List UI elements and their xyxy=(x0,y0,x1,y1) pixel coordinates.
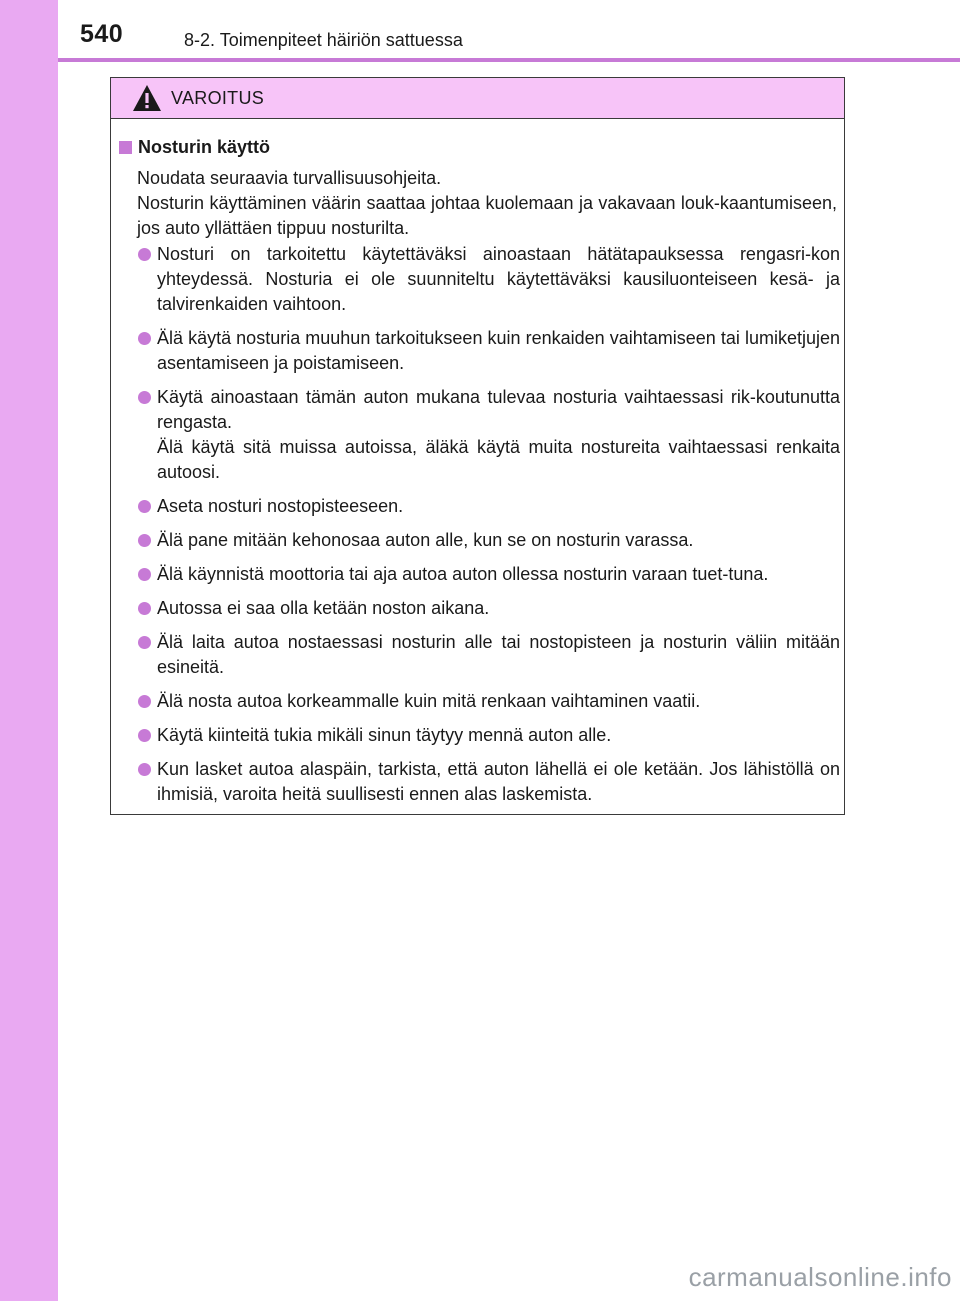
warning-list xyxy=(137,242,840,816)
bullet-dot-icon xyxy=(138,500,151,513)
list-item xyxy=(137,596,840,621)
list-item-text: Älä käynnistä moottoria tai aja autoa auton ollessa nosturin varaan tuet-tuna. xyxy=(157,564,769,584)
list-item-text: Käytä kiinteitä tukia mikäli sinun täytyy mennä auton alle. xyxy=(157,725,612,745)
list-item xyxy=(137,528,840,553)
list-item-text: Älä laita autoa nostaessasi nosturin alle tai nostopisteen ja nosturin väliin mitään esineitä. xyxy=(157,632,840,677)
bullet-dot-icon xyxy=(138,332,151,345)
bullet-dot-icon xyxy=(138,568,151,581)
side-color-strip xyxy=(0,0,58,1301)
list-item xyxy=(137,723,840,748)
intro-line: Nosturin käyttäminen väärin saattaa johtaa kuolemaan ja vakavaan louk-kaantumiseen, jos auto yllättäen tippuu nosturilta. xyxy=(137,193,837,238)
bullet-dot-icon xyxy=(138,602,151,615)
watermark: carmanualsonline.info xyxy=(688,1262,952,1292)
list-item-text: Autossa ei saa olla ketään noston aikana. xyxy=(157,598,490,618)
list-item xyxy=(137,630,840,680)
list-item xyxy=(137,385,840,485)
header-divider xyxy=(58,58,960,62)
bullet-dot-icon xyxy=(138,391,151,404)
list-item xyxy=(137,562,840,587)
list-item xyxy=(137,494,840,519)
list-item-text: Aseta nosturi nostopisteeseen. xyxy=(157,496,404,516)
bullet-dot-icon xyxy=(138,636,151,649)
list-item-text: Älä pane mitään kehonosaa auton alle, kun se on nosturin varassa. xyxy=(157,530,694,550)
list-item-text: Käytä ainoastaan tämän auton mukana tulevaa nosturia vaihtaessasi rik-koutunutta rengasta. xyxy=(157,387,840,432)
list-item-subtext: Älä käytä sitä muissa autoissa, äläkä käytä muita nostureita vaihtaessasi renkaita autoosi. xyxy=(157,437,840,482)
list-item-text: Älä käytä nosturia muuhun tarkoitukseen kuin renkaiden vaihtamiseen tai lumiketjujen asentamiseen ja poistamiseen. xyxy=(157,328,840,373)
list-item-text: Nosturi on tarkoitettu käytettäväksi ainoastaan hätätapauksessa rengasri-kon yhteydessä. Nosturia ei ole suunniteltu käytettäväksi kausiluonteiseen kesä- ja talvirenkaiden vaihtoon. xyxy=(157,244,840,314)
intro-line: Noudata seuraavia turvallisuusohjeita. xyxy=(137,168,442,188)
section-title: 8-2. Toimenpiteet häiriön sattuessa xyxy=(184,30,463,50)
warning-triangle-icon xyxy=(132,84,162,112)
list-item xyxy=(137,242,840,317)
page-number: 540 xyxy=(80,20,124,48)
list-item-text: Älä nosta autoa korkeammalle kuin mitä renkaan vaihtaminen vaatii. xyxy=(157,691,701,711)
square-bullet-icon xyxy=(119,141,132,154)
intro-text xyxy=(137,166,837,241)
warning-box xyxy=(110,77,845,815)
topic-heading-text: Nosturin käyttö xyxy=(138,137,271,157)
bullet-dot-icon xyxy=(138,534,151,547)
list-item xyxy=(137,757,840,807)
warning-header xyxy=(111,78,844,119)
warning-label: VAROITUS xyxy=(171,88,265,108)
list-item xyxy=(137,326,840,376)
bullet-dot-icon xyxy=(138,695,151,708)
bullet-dot-icon xyxy=(138,729,151,742)
list-item xyxy=(137,689,840,714)
bullet-dot-icon xyxy=(138,763,151,776)
topic-heading xyxy=(119,137,270,158)
list-item-text: Kun lasket autoa alaspäin, tarkista, että auton lähellä ei ole ketään. Jos lähistöllä on ihmisiä, varoita heitä suullisesti ennen alas laskemista. xyxy=(157,759,840,804)
bullet-dot-icon xyxy=(138,248,151,261)
